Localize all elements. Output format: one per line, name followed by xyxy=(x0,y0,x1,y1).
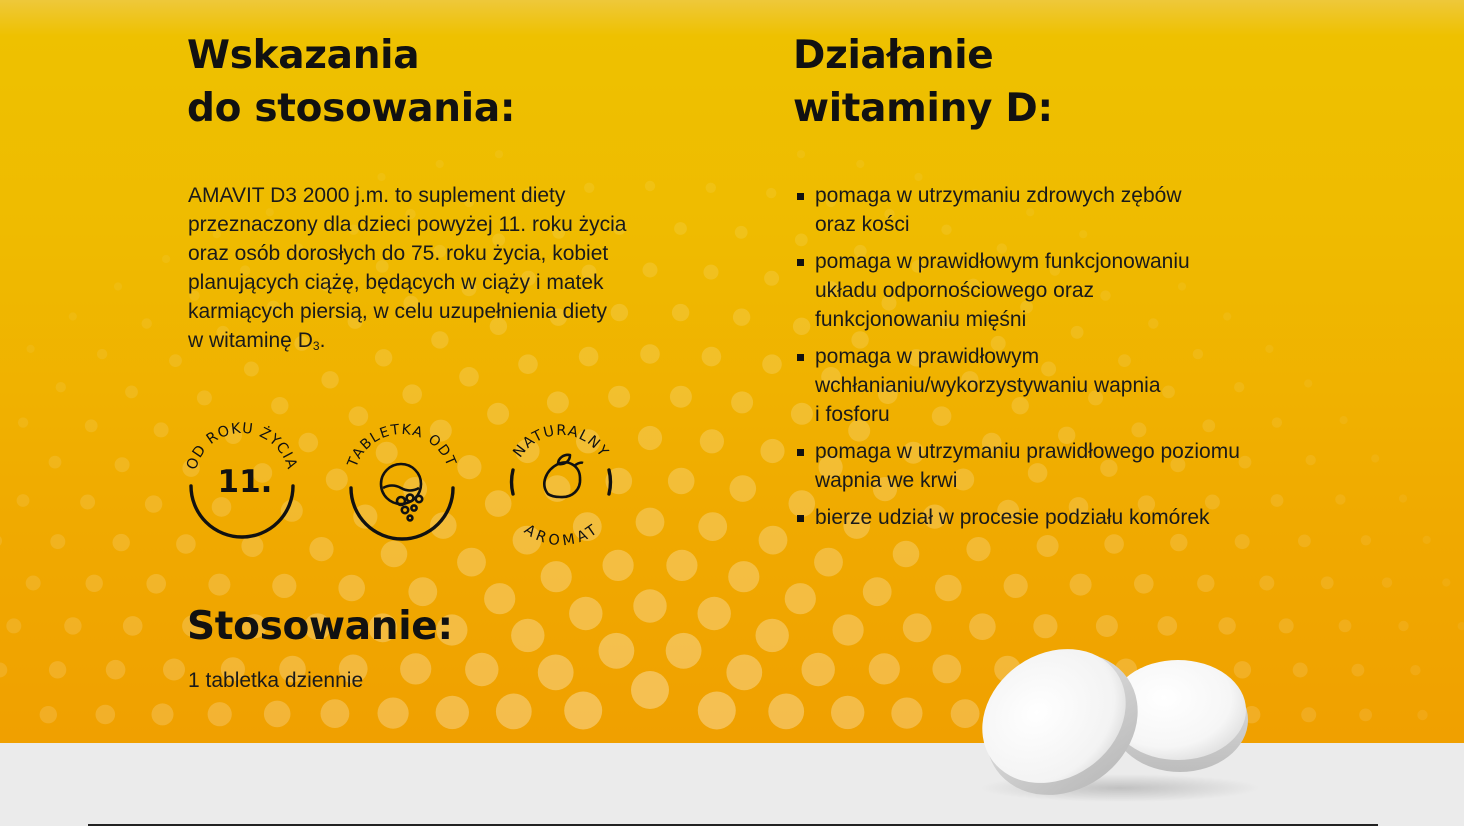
bullet-square-icon xyxy=(797,259,804,266)
bubble-dot xyxy=(608,386,630,408)
bubble-dot xyxy=(208,702,232,726)
bubble-dot xyxy=(599,633,635,669)
bubble-dot xyxy=(1259,576,1274,591)
age-number-icon: 11. xyxy=(217,464,273,500)
bubble-dot xyxy=(1306,455,1316,465)
bubble-dot xyxy=(496,694,532,730)
vitamin-d-heading-line1: Działanie xyxy=(793,33,994,78)
badge-age xyxy=(181,408,303,548)
bubble-dot xyxy=(162,255,170,263)
bubble-dot xyxy=(636,508,665,537)
benefits-list xyxy=(796,181,1240,540)
bubble-dot xyxy=(321,371,338,388)
benefit-item xyxy=(796,437,1240,495)
bubble-dot xyxy=(309,537,333,561)
bubble-dot xyxy=(1271,494,1284,507)
bubble-dot xyxy=(511,619,544,652)
badge-odt xyxy=(341,412,463,552)
bubble-dot xyxy=(377,173,385,181)
bubble-dot xyxy=(698,597,731,630)
bubble-dot xyxy=(760,439,784,463)
bubble-dot xyxy=(163,659,185,681)
bubble-dot xyxy=(638,426,662,450)
bubble-dot xyxy=(833,614,864,645)
bubble-dot xyxy=(465,653,498,686)
bubble-dot xyxy=(27,345,35,353)
bubble-dot xyxy=(50,534,65,549)
bubble-dot xyxy=(1398,621,1408,631)
bubble-dot xyxy=(17,494,30,507)
bubble-dot xyxy=(869,653,900,684)
bubble-dot xyxy=(1197,575,1214,592)
bubble-dot xyxy=(321,699,350,728)
bubble-dot xyxy=(814,548,843,577)
bubble-dot xyxy=(113,534,130,551)
bubble-dot xyxy=(18,417,28,427)
bubble-dot xyxy=(1279,618,1294,633)
bubble-dot xyxy=(541,561,572,592)
indications-text-subscript: 3 xyxy=(312,339,320,353)
bullet-square-icon xyxy=(797,354,804,361)
indications-text-end: . xyxy=(319,329,326,352)
bubble-dot xyxy=(106,660,126,680)
bubble-dot xyxy=(706,183,716,193)
bubble-dot xyxy=(932,655,961,684)
usage-text: 1 tabletka dziennie xyxy=(188,669,364,692)
bubble-dot xyxy=(1293,663,1308,678)
bubble-dot xyxy=(264,701,291,728)
lemon-icon xyxy=(544,455,583,497)
indications-text-main: AMAVIT D3 2000 j.m. to suplement diety przeznaczony dla dzieci powyżej 11. roku życia oraz osób dorosłych do 75. roku życia, kobiet planujących ciążę, będących w ciąży i matek karmiących piersią, w celu uzupełnienia diety w witaminę D xyxy=(188,184,627,352)
badge-odt-arc xyxy=(351,488,453,539)
bubble-dot xyxy=(338,575,365,602)
bubble-dot xyxy=(766,188,776,198)
bubble-dot xyxy=(64,617,81,634)
bubble-dot xyxy=(1265,345,1273,353)
bubble-dot xyxy=(96,705,116,725)
indications-text xyxy=(188,181,658,361)
bubble-dot xyxy=(378,698,409,729)
bubble-dot xyxy=(797,150,805,158)
benefit-item xyxy=(796,503,1240,532)
bubble-dot xyxy=(1382,577,1392,587)
bubble-dot xyxy=(0,535,2,548)
bubble-dot xyxy=(666,550,697,581)
bubble-dot xyxy=(893,541,920,568)
bubble-dot xyxy=(731,391,753,413)
bubble-dot xyxy=(146,574,166,594)
bubble-dot xyxy=(672,304,689,321)
bubble-dot xyxy=(966,537,990,561)
bubble-dot xyxy=(935,575,962,602)
bubble-dot xyxy=(756,619,789,652)
bubble-dot xyxy=(402,384,422,404)
bubble-dot xyxy=(152,703,174,725)
bubble-dot xyxy=(726,655,762,691)
bubble-dot xyxy=(1410,665,1420,675)
bubble-dot xyxy=(785,583,816,614)
bubble-dot xyxy=(914,173,922,181)
indications-heading-line1: Wskazania xyxy=(187,33,420,78)
bubble-dot xyxy=(1361,535,1371,545)
bubble-dot xyxy=(69,312,77,320)
bubble-dot xyxy=(85,419,98,432)
bubble-dot xyxy=(674,222,687,235)
bubble-dot xyxy=(1272,417,1282,427)
benefit-text: pomaga w prawidłowym funkcjonowaniu układu odpornościowego oraz funkcjonowaniu mięśni xyxy=(815,250,1190,331)
bubble-dot xyxy=(56,382,66,392)
bubble-dot xyxy=(86,575,103,592)
benefit-text: pomaga w utrzymaniu zdrowych zębów oraz kości xyxy=(815,184,1182,236)
bubble-dot xyxy=(1458,622,1464,630)
bubble-dot xyxy=(272,574,296,598)
bubble-dot xyxy=(169,354,182,367)
badge-odt-label: TABLETKA ODT xyxy=(344,421,460,470)
bubble-dot xyxy=(123,616,143,636)
bubble-dot xyxy=(1301,707,1316,722)
bubble-dot xyxy=(666,633,702,669)
dissolving-tablet-icon xyxy=(381,464,422,520)
bubble-dot xyxy=(564,692,602,730)
bubble-dot xyxy=(730,475,757,502)
bubble-dot xyxy=(704,265,719,280)
bubble-dot xyxy=(26,576,41,591)
bubble-dot xyxy=(759,526,788,555)
bullet-square-icon xyxy=(797,193,804,200)
bubble-dot xyxy=(1399,494,1407,502)
bubble-dot xyxy=(1239,456,1252,469)
bubble-dot xyxy=(495,150,503,158)
bubble-dot xyxy=(115,457,130,472)
bubble-dot xyxy=(802,653,835,686)
bubble-dot xyxy=(631,671,669,709)
bubble-dot xyxy=(6,618,21,633)
benefit-item xyxy=(796,181,1240,239)
bubble-dot xyxy=(208,574,230,596)
bubble-dot xyxy=(154,422,169,437)
usage-heading: Stosowanie: xyxy=(187,604,453,649)
bubble-dot xyxy=(762,354,782,374)
bubble-dot xyxy=(484,583,515,614)
bubble-dot xyxy=(1134,574,1154,594)
bubble-dot xyxy=(114,282,122,290)
bubble-dot xyxy=(603,550,634,581)
bubble-dot xyxy=(244,362,259,377)
badge-aroma-label-top: NATURALNY xyxy=(510,422,612,461)
benefit-item xyxy=(796,342,1240,429)
bubble-dot xyxy=(1352,664,1365,677)
vitamin-d-heading xyxy=(793,29,1053,135)
bubble-dot xyxy=(1339,620,1352,633)
bubble-dot xyxy=(49,661,66,678)
bubble-dot xyxy=(80,495,95,510)
bubble-dot xyxy=(891,698,922,729)
bubble-dot xyxy=(1340,416,1348,424)
bubble-dot xyxy=(49,456,62,469)
bubble-dot xyxy=(97,349,107,359)
indications-heading-line2: do stosowania: xyxy=(187,86,516,131)
bubble-dot xyxy=(457,548,486,577)
bubble-dot xyxy=(538,655,574,691)
benefit-item xyxy=(796,247,1240,334)
vitamin-d-heading-line2: witaminy D: xyxy=(793,86,1053,131)
bubble-dot xyxy=(863,577,892,606)
bubble-dot xyxy=(670,386,692,408)
benefit-text: pomaga w utrzymaniu prawidłowego poziomu wapnia we krwi xyxy=(815,440,1240,492)
bubble-dot xyxy=(733,309,750,326)
bubble-dot xyxy=(1442,578,1450,586)
bubble-dot xyxy=(436,160,444,168)
bubble-dot xyxy=(1335,494,1345,504)
bubble-dot xyxy=(125,386,138,399)
badge-aroma xyxy=(500,408,622,548)
indications-heading xyxy=(187,29,515,135)
bubble-dot xyxy=(1371,454,1379,462)
bubble-dot xyxy=(1304,379,1312,387)
bubble-dot xyxy=(197,390,212,405)
bubble-dot xyxy=(728,561,759,592)
bubble-dot xyxy=(1423,536,1431,544)
bullet-square-icon xyxy=(797,449,804,456)
bubble-dot xyxy=(142,318,152,328)
bubble-dot xyxy=(1359,709,1372,722)
badge-aroma-arc-left xyxy=(512,470,513,494)
bubble-dot xyxy=(698,692,736,730)
bubble-dot xyxy=(1417,710,1427,720)
tablets-image xyxy=(970,628,1260,804)
bubble-dot xyxy=(698,512,727,541)
bubble-dot xyxy=(856,160,864,168)
bubble-dot xyxy=(668,468,695,495)
bubble-dot xyxy=(145,495,162,512)
bubble-dot xyxy=(831,696,864,729)
bubble-dot xyxy=(400,653,431,684)
bubble-dot xyxy=(768,694,804,730)
bubble-dot xyxy=(702,347,722,367)
bubble-dot xyxy=(633,589,666,622)
bubble-dot xyxy=(40,706,57,723)
bubble-dot xyxy=(569,597,602,630)
bubble-dot xyxy=(903,613,932,642)
bubble-dot xyxy=(459,367,479,387)
bubble-dot xyxy=(700,429,724,453)
benefit-text: bierze udział w procesie podziału komórek xyxy=(815,506,1210,529)
bubble-dot xyxy=(1004,574,1028,598)
bubble-dot xyxy=(735,226,748,239)
bubble-dot xyxy=(1321,576,1334,589)
bubble-dot xyxy=(1298,535,1311,548)
bubble-dot xyxy=(764,271,779,286)
badge-age-label: OD ROKU ŻYCIA xyxy=(184,420,300,472)
badge-aroma-label-bottom: AROMAT xyxy=(521,521,601,548)
bubble-dot xyxy=(1070,574,1092,596)
bullet-square-icon xyxy=(797,515,804,522)
bubble-dot xyxy=(0,663,7,678)
badge-aroma-arc-right xyxy=(609,470,610,494)
bubble-dot xyxy=(436,696,469,729)
benefit-text: pomaga w prawidłowym wchłanianiu/wykorzystywaniu wapnia i fosforu xyxy=(815,345,1161,426)
